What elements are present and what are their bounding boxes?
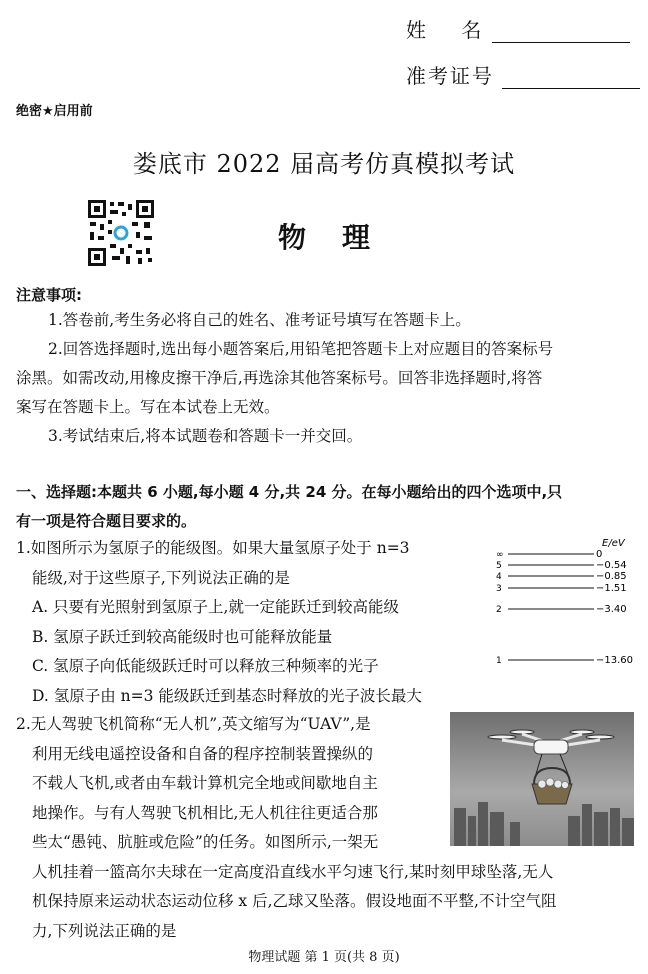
id-label: 准考证号 xyxy=(406,64,494,88)
qr-code-icon xyxy=(88,200,154,266)
energy-level-value-2: −0.85 xyxy=(596,571,627,582)
q1-stem-2: 能级,对于这些原子,下列说法正确的是 xyxy=(32,568,290,587)
energy-level-n-1: 5 xyxy=(496,561,502,571)
q1-option-a: A. 只要有光照射到氢原子上,就一定能跃迁到较高能级 xyxy=(32,598,399,616)
subject-title: 物理 xyxy=(278,221,407,254)
question-1 xyxy=(16,534,486,711)
section-line-2: 有一项是符合题目要求的。 xyxy=(16,512,197,530)
secret-label: 绝密★启用前 xyxy=(16,104,93,119)
notice-item-2-cont: 涂黑。如需改动,用橡皮擦干净后,再选涂其他答案标号。回答非选择题时,将答 xyxy=(16,369,543,387)
q1-option-c: C. 氢原子向低能级跃迁时可以释放三种频率的光子 xyxy=(32,657,379,675)
section-line-1: 一、选择题:本题共 6 小题,每小题 4 分,共 24 分。在每小题给出的四个选项中,只 xyxy=(16,483,563,501)
energy-level-value-4: −3.40 xyxy=(596,604,627,615)
notice-item-2-end: 案写在答题卡上。写在本试卷上无效。 xyxy=(16,398,280,416)
q1-option-b: B. 氢原子跃迁到较高能级时也可能释放能量 xyxy=(32,627,333,646)
energy-level-n-2: 4 xyxy=(496,572,502,582)
energy-level-value-3: −1.51 xyxy=(596,583,627,594)
drone-carrying-basket-image xyxy=(450,712,634,846)
energy-level-n-3: 3 xyxy=(496,584,502,594)
energy-level-value-1: −0.54 xyxy=(596,560,627,571)
q2-line-6: 人机挂着一篮高尔夫球在一定高度沿直线水平匀速飞行,某时刻甲球坠落,无人 xyxy=(32,862,554,881)
q2-line-5: 些太“愚钝、肮脏或危险”的任务。如图所示,一架无 xyxy=(32,833,379,851)
energy-level-value-0: 0 xyxy=(596,549,603,560)
q2-line-7: 机保持原来运动状态运动位移 x 后,乙球又坠落。假设地面不平整,不计空气阻 xyxy=(32,892,557,910)
energy-level-n-4: 2 xyxy=(496,605,502,615)
energy-level-value-5: −13.60 xyxy=(596,655,634,666)
notice-item-1: 1.答卷前,考生务必将自己的姓名、准考证号填写在答题卡上。 xyxy=(48,311,471,329)
name-field xyxy=(406,14,630,43)
section-heading xyxy=(16,478,640,536)
q1-option-d: D. 氢原子由 n=3 能级跃迁到基态时释放的光子波长最大 xyxy=(32,686,422,705)
energy-level-n-0: ∞ xyxy=(496,550,504,560)
notice-heading: 注意事项: xyxy=(16,286,82,304)
notice-item-3: 3.考试结束后,将本试题卷和答题卡一并交回。 xyxy=(48,427,363,445)
q2-line-1: 2.无人驾驶飞机简称“无人机”,英文缩写为“UAV”,是 xyxy=(16,715,371,733)
name-label: 姓 名 xyxy=(406,18,484,42)
q2-line-4: 地操作。与有人驾驶飞机相比,无人机往往更适合那 xyxy=(32,803,378,822)
notice-body xyxy=(16,306,636,451)
energy-level-n-5: 1 xyxy=(496,656,502,666)
notice-item-2: 2.回答选择题时,选出每小题答案后,用铅笔把答题卡上对应题目的答案标号 xyxy=(48,340,554,358)
name-underline xyxy=(492,20,630,43)
exam-title: 娄底市 2022 届高考仿真模拟考试 xyxy=(132,150,516,178)
id-field xyxy=(406,60,640,89)
energy-level-diagram xyxy=(490,534,640,672)
q2-line-8: 力,下列说法正确的是 xyxy=(32,921,177,940)
id-underline xyxy=(502,66,640,89)
energy-unit-label: E/eV xyxy=(602,538,625,549)
q1-stem-1: 1.如图所示为氢原子的能级图。如果大量氢原子处于 n=3 xyxy=(16,539,410,557)
q2-line-3: 不载人飞机,或者由车载计算机完全地或间歇地自主 xyxy=(32,774,378,792)
page-footer: 物理试题 第 1 页(共 8 页) xyxy=(248,950,400,965)
q2-line-2: 利用无线电遥控设备和自备的程序控制装置操纵的 xyxy=(32,744,374,763)
